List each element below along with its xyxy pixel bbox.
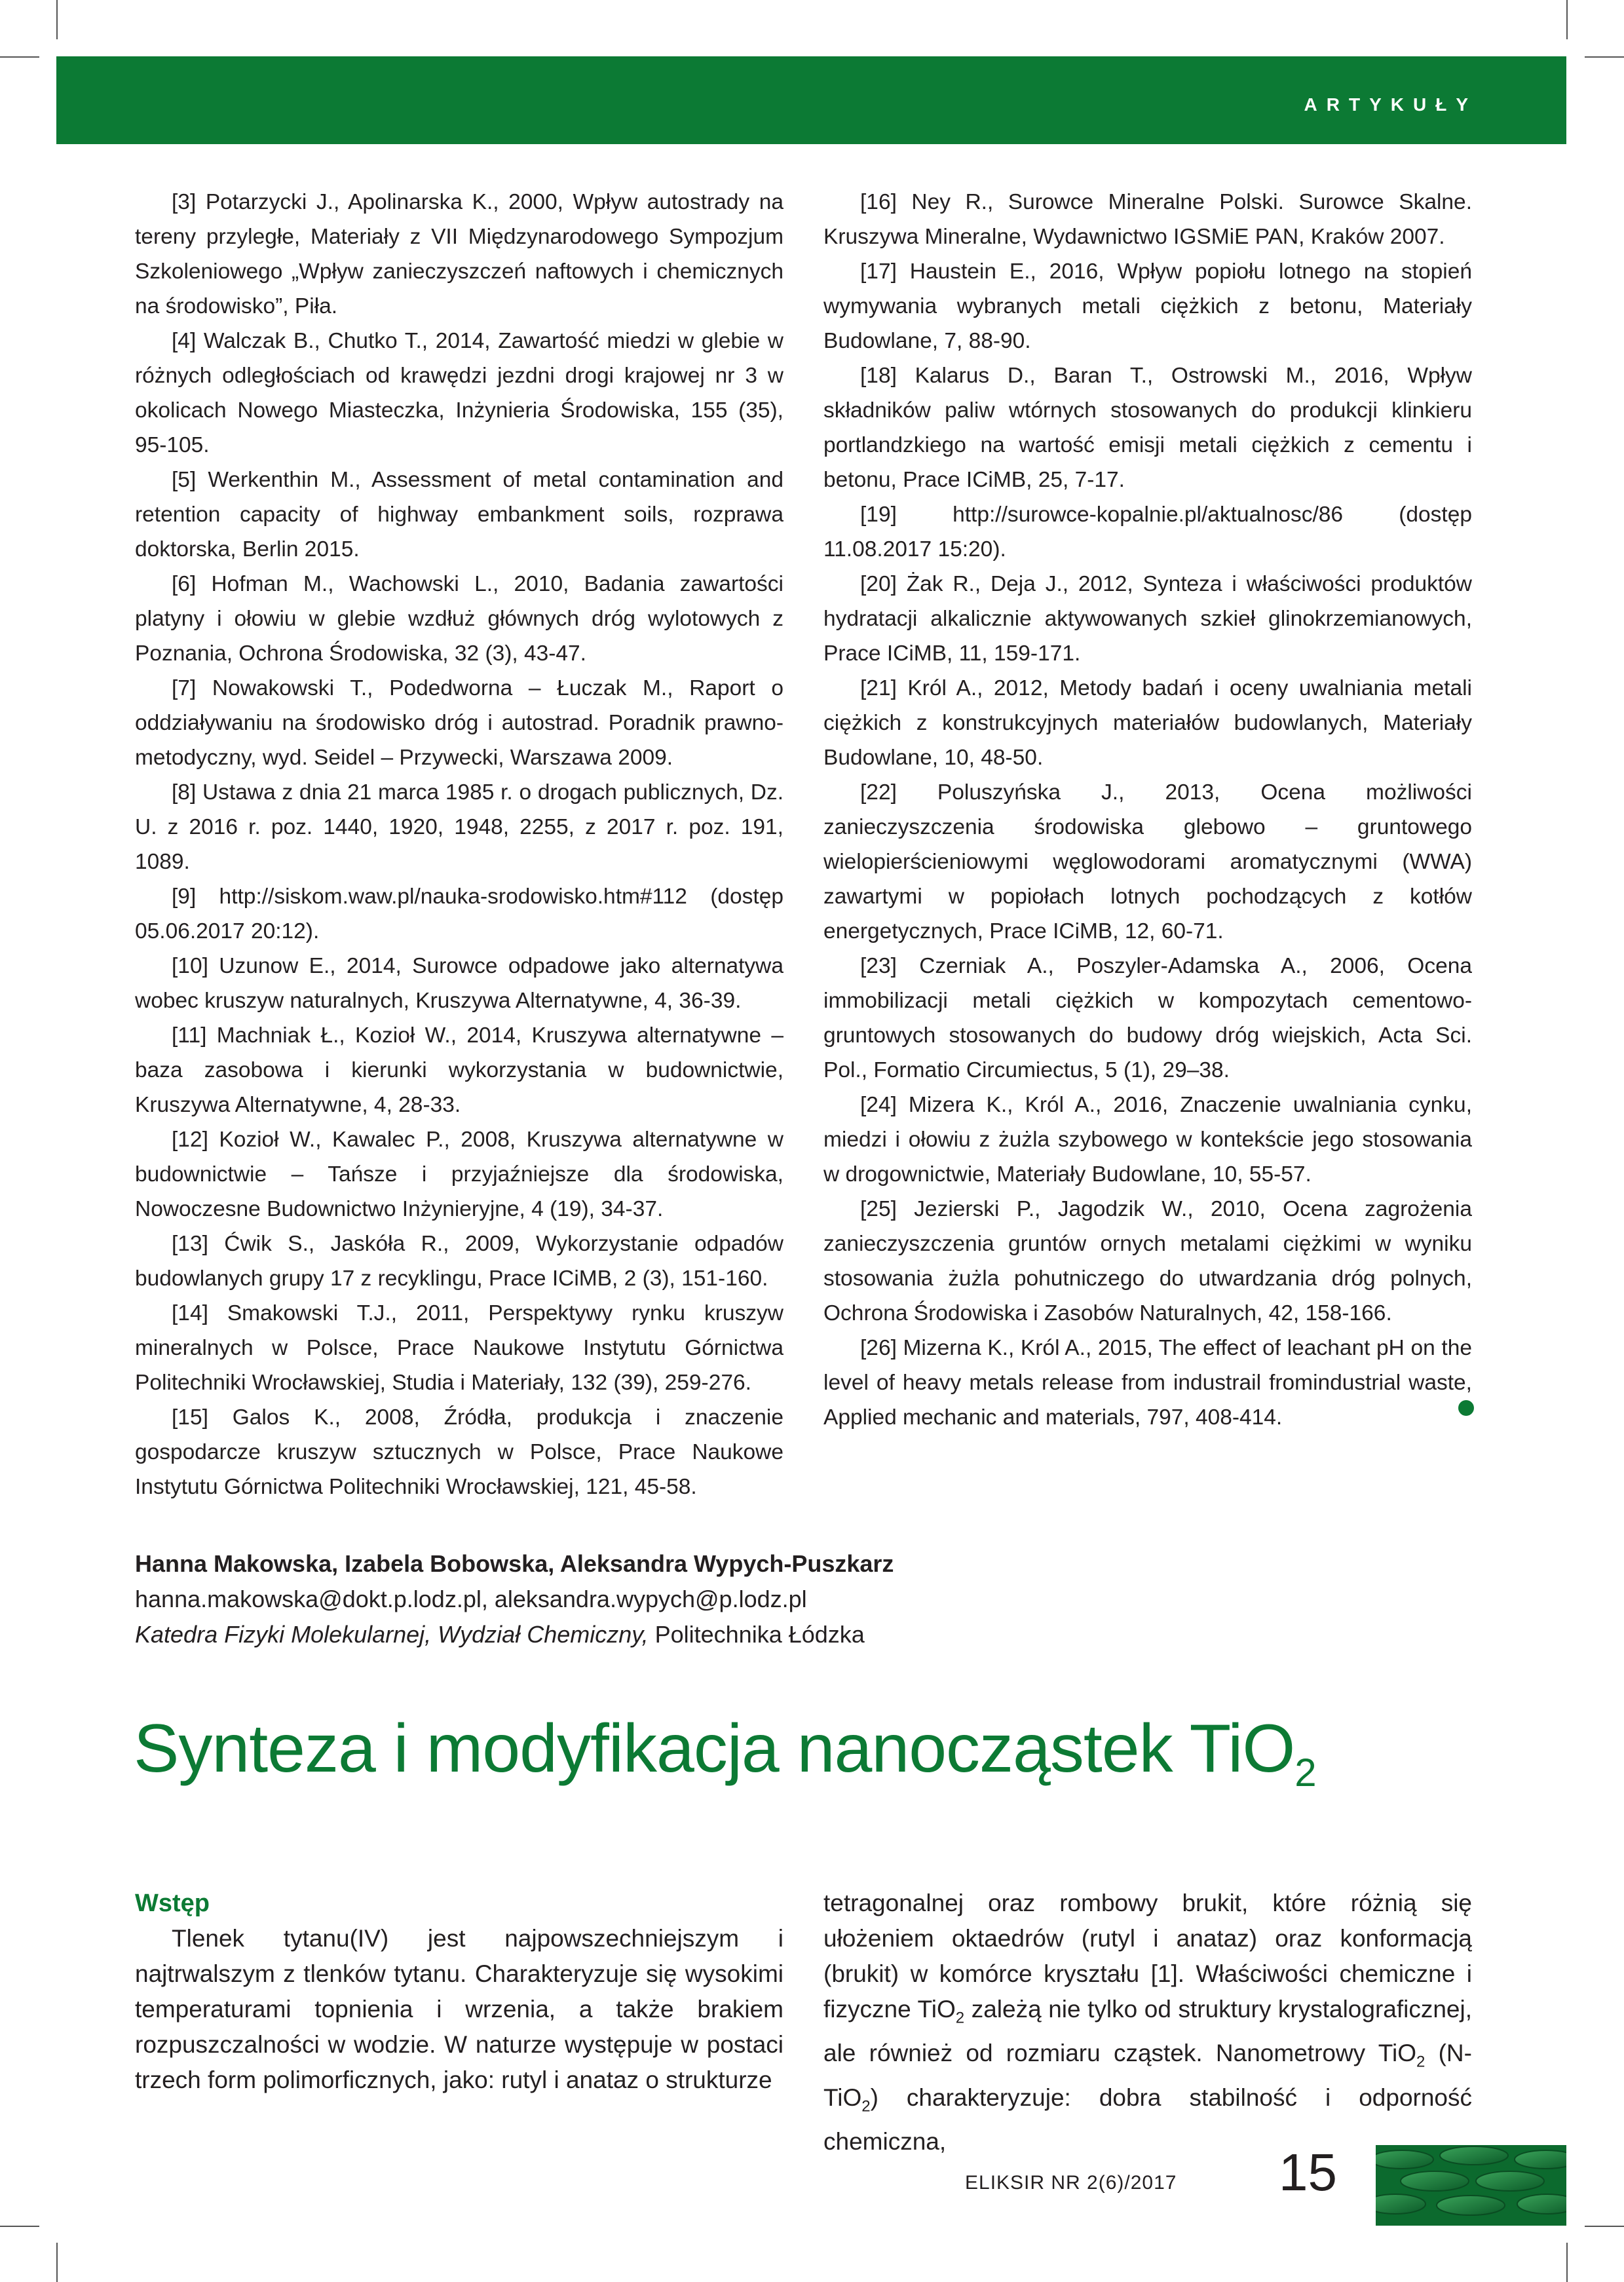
reference-item: [13] Ćwik S., Jaskóła R., 2009, Wykorzystanie odpadów budowlanych grupy 17 z recyklingu, Prace ICiMB, 2 (3), 151-160. — [135, 1232, 784, 1291]
reference-item: [3] Potarzycki J., Apolinarska K., 2000, Wpływ autostrady na tereny przyległe, Materiały z VII Międzynarodowego Sympozjum Szkoleniowego „Wpływ zanieczyszczeń naftowych i chemicznych na środowisko”, Piła. — [135, 190, 784, 318]
header-band — [56, 56, 1566, 144]
affiliation-department: Katedra Fizyki Molekularnej, Wydział Chemiczny, — [135, 1621, 649, 1648]
reference-item: [21] Król A., 2012, Metody badań i oceny uwalniania metali ciężkich z konstrukcyjnych materiałów budowlanych, Materiały Budowlane, 10, 48-50. — [823, 676, 1472, 770]
author-names: Hanna Makowska, Izabela Bobowska, Aleksandra Wypych-Puszkarz — [135, 1550, 894, 1577]
crop-mark — [1566, 2243, 1568, 2282]
affiliation-university: Politechnika Łódzka — [654, 1621, 865, 1648]
crop-mark — [0, 2226, 39, 2227]
references-right-column — [823, 185, 1472, 1435]
reference-item: [12] Kozioł W., Kawalec P., 2008, Kruszywa alternatywne w budownictwie – Tańsze i przyjaźniejsze dla środowiska, Nowoczesne Budownictwo Inżynieryjne, 4 (19), 34-37. — [135, 1128, 784, 1221]
reference-item: [16] Ney R., Surowce Mineralne Polski. Surowce Skalne. Kruszywa Mineralne, Wydawnictwo IGSMiE PAN, Kraków 2007. — [823, 190, 1472, 249]
author-block — [135, 1546, 894, 1652]
reference-item: [8] Ustawa z dnia 21 marca 1985 r. o drogach publicznych, Dz. U. z 2016 r. poz. 1440, 1920, 1948, 2255, z 2017 r. poz. 191, 1089. — [135, 780, 784, 874]
author-emails: hanna.makowska@dokt.p.lodz.pl, aleksandra.wypych@p.lodz.pl — [135, 1586, 807, 1612]
journal-footer: ELIKSIR NR 2(6)/2017 — [965, 2172, 1177, 2194]
body-right-column — [823, 1886, 1472, 2159]
references-left-column — [135, 185, 784, 1504]
reference-item: [22] Poluszyńska J., 2013, Ocena możliwości zanieczyszczenia środowiska glebowo – gruntowego wielopierścieniowymi węglowodorami aromatycznymi (WWA) zawartymi w popiołach lotnych pochodzących z kotłów energetycznych, Prace ICiMB, 12, 60-71. — [823, 780, 1472, 943]
crop-mark — [1585, 56, 1624, 58]
reference-item: [15] Galos K., 2008, Źródła, produkcja i znaczenie gospodarcze kruszyw sztucznych w Polsce, Prace Naukowe Instytutu Górnictwa Politechniki Wrocławskiej, 121, 45-58. — [135, 1405, 784, 1499]
end-of-article-bullet — [1458, 1400, 1474, 1416]
section-label: ARTYKUŁY — [1304, 94, 1477, 115]
article-title — [134, 1710, 1316, 1795]
body-left-column — [135, 1886, 784, 2098]
crop-mark — [1566, 0, 1568, 39]
body-text: (N-TiO — [823, 2040, 1472, 2111]
article-title-subscript: 2 — [1294, 1751, 1316, 1795]
crop-mark — [56, 0, 58, 39]
decorative-corner-graphic — [1376, 2145, 1566, 2226]
reference-item: [14] Smakowski T.J., 2011, Perspektywy rynku kruszyw mineralnych w Polsce, Prace Naukowe Instytutu Górnictwa Politechniki Wrocławskiej, Studia i Materiały, 132 (39), 259-276. — [135, 1301, 784, 1395]
reference-item: [23] Czerniak A., Poszyler-Adamska A., 2006, Ocena immobilizacji metali ciężkich w kompozytach cementowo-gruntowych stosowanych do budowy dróg wiejskich, Acta Sci. Pol., Formatio Circumiectus, 5 (1), 29–38. — [823, 954, 1472, 1082]
body-text: ) charakteryzuje: dobra stabilność i odporność chemiczna, — [823, 2083, 1472, 2156]
reference-item: [7] Nowakowski T., Podedworna – Łuczak M., Raport o oddziaływaniu na środowisko dróg i autostrad. Poradnik prawno-metodyczny, wyd. Seidel – Przywecki, Warszawa 2009. — [135, 676, 784, 770]
reference-item: [20] Żak R., Deja J., 2012, Synteza i właściwości produktów hydratacji alkalicznie aktywowanych szkieł glinokrzemianowych, Prace ICiMB, 11, 159-171. — [823, 572, 1472, 666]
subscript: 2 — [861, 2097, 871, 2116]
crop-mark — [1585, 2226, 1624, 2227]
author-affiliation — [135, 1617, 894, 1652]
reference-item: [6] Hofman M., Wachowski L., 2010, Badania zawartości platyny i ołowiu w glebie wzdłuż głównych dróg wylotowych z Poznania, Ochrona Środowiska, 32 (3), 43-47. — [135, 572, 784, 666]
subscript: 2 — [955, 2009, 965, 2027]
reference-item: [18] Kalarus D., Baran T., Ostrowski M., 2016, Wpływ składników paliw wtórnych stosowanych do produkcji klinkieru portlandzkiego na wartość emisji metali ciężkich z cementu i betonu, Prace ICiMB, 25, 7-17. — [823, 364, 1472, 492]
body-text: zależą nie tylko od struktury krystalograficznej, ale również od rozmiaru cząstek. Nanometrowy TiO — [823, 1996, 1472, 2067]
crop-mark — [56, 2243, 58, 2282]
page-number: 15 — [1279, 2143, 1337, 2201]
subscript: 2 — [1416, 2053, 1426, 2071]
article-title-main: Synteza i modyfikacja nanocząstek TiO — [134, 1711, 1295, 1787]
reference-item: [26] Mizerna K., Król A., 2015, The effect of leachant pH on the level of heavy metals release from industrail fromindustrial waste, Applied mechanic and materials, 797, 408-414. — [823, 1336, 1472, 1430]
reference-item: [11] Machniak Ł., Kozioł W., 2014, Kruszywa alternatywne – baza zasobowa i kierunki wykorzystania w budownictwie, Kruszywa Alternatywne, 4, 28-33. — [135, 1023, 784, 1117]
body-paragraph — [823, 1886, 1472, 2159]
reference-item: [10] Uzunow E., 2014, Surowce odpadowe jako alternatywa wobec kruszyw naturalnych, Kruszywa Alternatywne, 4, 36-39. — [135, 954, 784, 1013]
crop-mark — [0, 56, 39, 58]
section-heading: Wstęp — [135, 1890, 210, 1917]
reference-item: [9] http://siskom.waw.pl/nauka-srodowisko.htm#112 (dostęp 05.06.2017 20:12). — [135, 884, 784, 943]
body-paragraph: Tlenek tytanu(IV) jest najpowszechniejszym i najtrwalszym z tlenków tytanu. Charakteryzuje się wysokimi temperaturami topnienia i wrzenia, a także brakiem rozpuszczalności w wodzie. W naturze występuje w postaci trzech form polimorficznych, jako: rutyl i anataz o strukturze — [135, 1925, 784, 2093]
body-text: tetragonalnej oraz rombowy brukit, które różnią się ułożeniem oktaedrów (rutyl i anataz) oraz konformacją (brukit) w komórce kryształu [1]. Właściwości chemiczne i fizyczne TiO — [823, 1890, 1472, 2023]
reference-item: [24] Mizera K., Król A., 2016, Znaczenie uwalniania cynku, miedzi i ołowiu z żużla szybowego w kontekście jego stosowania w drogownictwie, Materiały Budowlane, 10, 55-57. — [823, 1093, 1472, 1187]
reference-item: [19] http://surowce-kopalnie.pl/aktualnosc/86 (dostęp 11.08.2017 15:20). — [823, 503, 1472, 561]
reference-item: [17] Haustein E., 2016, Wpływ popiołu lotnego na stopień wymywania wybranych metali ciężkich z betonu, Materiały Budowlane, 7, 88-90. — [823, 259, 1472, 353]
reference-item: [25] Jezierski P., Jagodzik W., 2010, Ocena zagrożenia zanieczyszczenia gruntów ornych metalami ciężkimi w wyniku stosowania żużla pohutniczego do utwardzania dróg polnych, Ochrona Środowiska i Zasobów Naturalnych, 42, 158-166. — [823, 1197, 1472, 1325]
reference-item: [4] Walczak B., Chutko T., 2014, Zawartość miedzi w glebie w różnych odległościach od krawędzi jezdni drogi krajowej nr 3 w okolicach Nowego Miasteczka, Inżynieria Środowiska, 155 (35), 95-105. — [135, 329, 784, 457]
reference-item: [5] Werkenthin M., Assessment of metal contamination and retention capacity of highway embankment soils, rozprawa doktorska, Berlin 2015. — [135, 468, 784, 561]
